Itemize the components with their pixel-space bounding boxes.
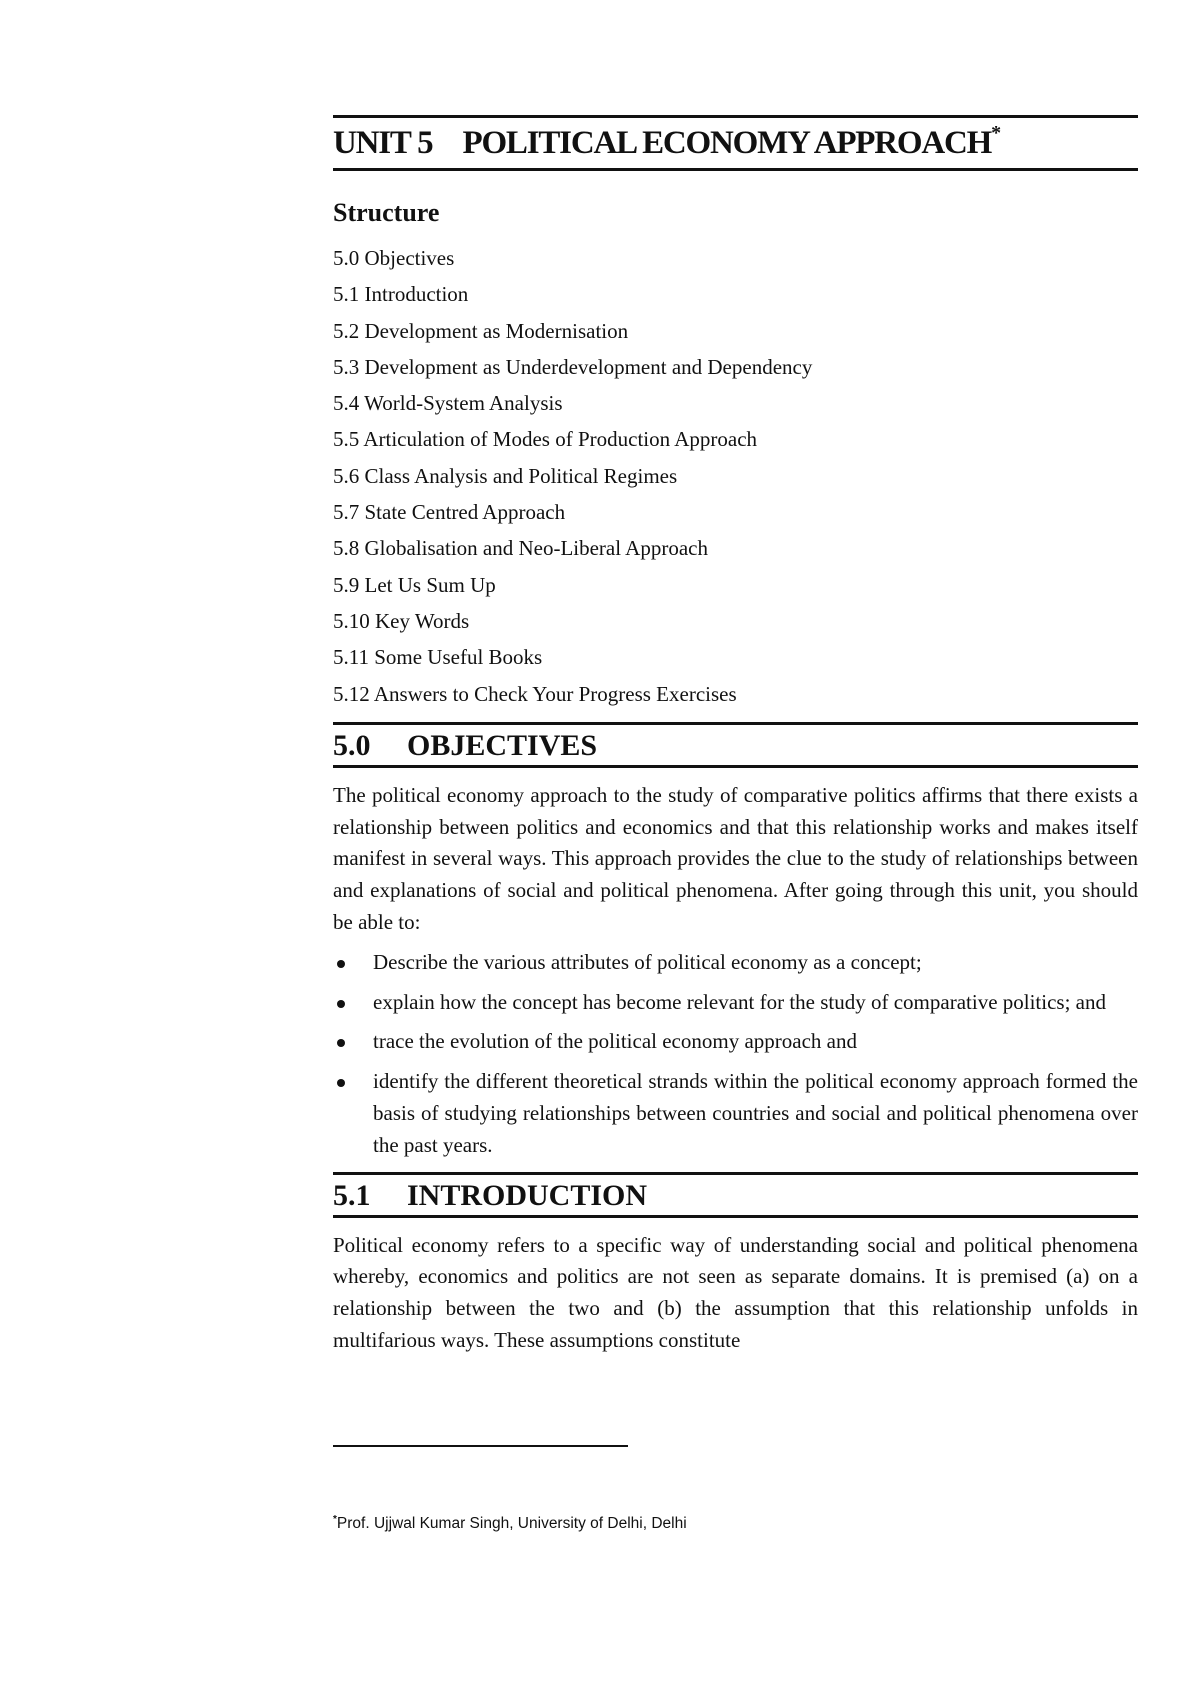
introduction-number: 5.1	[333, 1178, 371, 1212]
introduction-title: INTRODUCTION	[407, 1178, 648, 1212]
page-content	[333, 115, 1138, 1357]
objective-text: Describe the various attributes of political economy as a concept;	[373, 949, 922, 974]
footnote-marker: *	[333, 1514, 337, 1525]
objective-bullet	[333, 1066, 1138, 1161]
objective-text: trace the evolution of the political economy approach and	[373, 1029, 857, 1054]
toc-item: 5.12 Answers to Check Your Progress Exercises	[333, 681, 737, 706]
objectives-bullet-list	[333, 947, 1138, 1162]
objective-text: identify the different theoretical strands within the political economy approach formed the basis of studying relationships between countries and social and political phenomena over the past years.	[373, 1069, 1138, 1157]
toc-item: 5.9 Let Us Sum Up	[333, 572, 496, 597]
objectives-intro: The political economy approach to the study of comparative politics affirms that there exists a relationship between politics and economics and that this relationship works and makes itself manifest in several ways. This approach provides the clue to the study of relationships between and explanations of social and political phenomena. After going through this unit, you should be able to:	[333, 782, 1138, 935]
objective-bullet	[333, 987, 1138, 1019]
bullet-dot-icon	[337, 1039, 345, 1047]
introduction-text: Political economy refers to a specific way of understanding social and political phenomena whereby, economics and politics are not seen as separate domains. It is premised (a) on a relationship between the two and (b) the assumption that this relationship unfolds in multifarious ways. These assumptions constitute	[333, 1232, 1138, 1353]
objectives-heading	[333, 722, 1138, 768]
toc-item: 5.6 Class Analysis and Political Regimes	[333, 463, 678, 488]
top-rule	[333, 115, 1138, 118]
structure-heading: Structure	[333, 198, 440, 227]
objectives-title: OBJECTIVES	[407, 728, 598, 762]
unit-title-text: POLITICAL ECONOMY APPROACH	[462, 125, 992, 161]
toc-item: 5.2 Development as Modernisation	[333, 318, 629, 343]
objective-bullet	[333, 947, 1138, 979]
footnote	[333, 1515, 687, 1533]
toc-item: 5.8 Globalisation and Neo-Liberal Approach	[333, 536, 708, 561]
unit-title-footnote-marker: *	[991, 122, 1000, 144]
bullet-dot-icon	[337, 1000, 345, 1008]
toc-item: 5.0 Objectives	[333, 246, 455, 270]
toc-item: 5.11 Some Useful Books	[333, 645, 543, 670]
objective-bullet	[333, 1026, 1138, 1058]
footnote-rule	[333, 1445, 628, 1447]
toc-item: 5.4 World-System Analysis	[333, 391, 563, 416]
objective-text: explain how the concept has become relevant for the study of comparative politics; and	[373, 989, 1107, 1014]
toc-item: 5.7 State Centred Approach	[333, 500, 566, 525]
footnote-text: Prof. Ujjwal Kumar Singh, University of Delhi, Delhi	[336, 1515, 687, 1532]
bullet-dot-icon	[337, 1079, 345, 1087]
objectives-number: 5.0	[333, 728, 371, 762]
bullet-dot-icon	[337, 960, 345, 968]
unit-title	[333, 124, 1138, 162]
structure-list	[333, 240, 1138, 712]
introduction-heading	[333, 1172, 1138, 1218]
toc-item: 5.3 Development as Underdevelopment and Dependency	[333, 354, 813, 379]
toc-item: 5.5 Articulation of Modes of Production Approach	[333, 427, 758, 452]
unit-number: UNIT 5	[333, 125, 433, 161]
toc-item: 5.10 Key Words	[333, 608, 470, 633]
toc-item: 5.1 Introduction	[333, 282, 469, 307]
title-bottom-rule	[333, 168, 1138, 171]
